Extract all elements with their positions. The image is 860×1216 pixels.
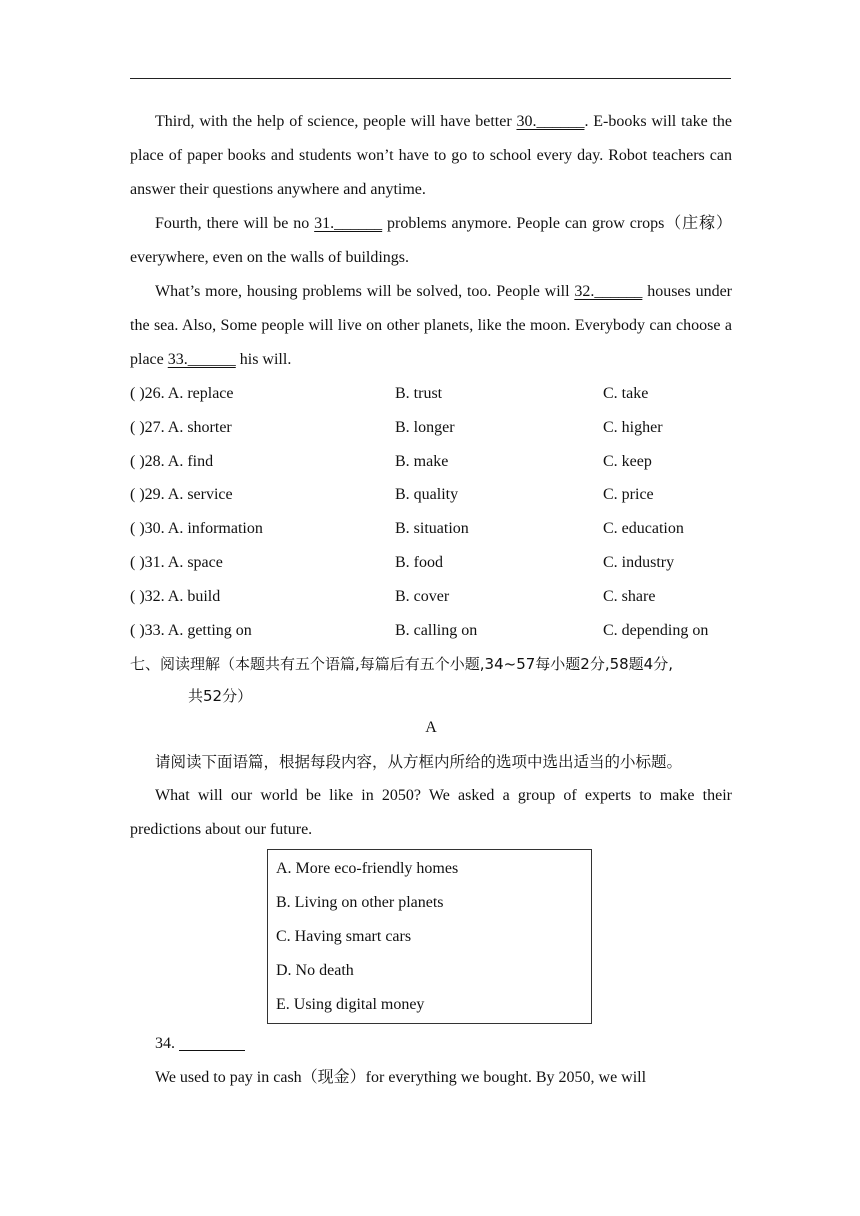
option-a: ( )29. A. service [130, 486, 233, 504]
option-row-32 [130, 580, 732, 614]
intro-paragraph: What will our world be like in 2050? We asked a group of experts to make their predictions about our future. [130, 787, 732, 839]
option-row-26 [130, 377, 732, 411]
box-item: E. Using digital money [276, 995, 425, 1013]
p1-text-after: . E-books will take the place of paper books and students won’t have to go to school every day. Robot teachers can answer their questions anywhere and anytime. [130, 113, 733, 198]
option-c: C. education [603, 520, 684, 538]
box-item: D. No death [276, 961, 354, 979]
header-rule [130, 78, 731, 79]
option-a: ( )30. A. information [130, 520, 263, 538]
section-title-cont: 共52分） [188, 687, 253, 706]
box-item: C. Having smart cars [276, 927, 412, 945]
question-34-label: 34. [155, 1035, 175, 1053]
option-b: B. cover [395, 587, 450, 605]
option-c: C. higher [603, 418, 663, 436]
option-a: ( )31. A. space [130, 553, 223, 571]
part-label: A [425, 719, 437, 737]
option-a: ( )27. A. shorter [130, 418, 232, 436]
paragraph-third [130, 105, 732, 207]
option-b: B. food [395, 553, 443, 571]
option-row-33 [130, 614, 732, 648]
section-title: 七、阅读理解（本题共有五个语篇,每篇后有五个小题,34~57每小题2分,58题4分, [130, 655, 673, 674]
option-b: B. quality [395, 486, 459, 504]
blank-30: 30.______ [516, 113, 585, 130]
paragraph-whats-more [130, 275, 732, 377]
p3-text-middle: houses under the sea. Also, Some people will live on other planets, like the moon. Everybody can choose a place [130, 283, 733, 368]
answer-blank-34[interactable] [179, 1030, 245, 1051]
option-b: B. calling on [395, 621, 478, 639]
option-row-27 [130, 411, 732, 445]
option-row-30 [130, 512, 732, 546]
option-a: ( )33. A. getting on [130, 621, 252, 639]
option-a: ( )26. A. replace [130, 385, 234, 402]
option-b: B. situation [395, 520, 469, 538]
p2-text-before: Fourth, there will be no [155, 215, 315, 232]
option-b: B. make [395, 452, 449, 470]
document-page [130, 105, 732, 1095]
p1-text-before: Third, with the help of science, people will have better [155, 113, 517, 130]
option-row-28 [130, 445, 732, 479]
option-c: C. keep [603, 452, 652, 470]
blank-33: 33.______ [167, 351, 236, 368]
paragraph-fourth [130, 207, 732, 275]
options-box [267, 849, 592, 1024]
option-b: B. trust [395, 385, 443, 402]
option-b: B. longer [395, 418, 455, 436]
box-item: B. Living on other planets [276, 894, 444, 912]
option-c: C. price [603, 486, 654, 504]
option-c: C. industry [603, 553, 675, 571]
last-paragraph: We used to pay in cash（现金）for everything we bought. By 2050, we will [155, 1069, 647, 1087]
option-a: ( )28. A. find [130, 452, 214, 470]
option-c: C. take [603, 385, 649, 402]
option-c: C. depending on [603, 621, 709, 639]
blank-31: 31.______ [314, 215, 383, 232]
box-item: A. More eco-friendly homes [276, 860, 459, 878]
p2-text-after: problems anymore. People can grow crops（庄稼）everywhere, even on the walls of buildings. [130, 215, 732, 266]
blank-32: 32.______ [574, 283, 643, 300]
p3-text-after: his will. [235, 351, 292, 368]
option-row-29 [130, 478, 732, 512]
instruction: 请阅读下面语篇，根据每段内容，从方框内所给的选项中选出适当的小标题。 [155, 753, 683, 772]
option-row-31 [130, 546, 732, 580]
option-a: ( )32. A. build [130, 587, 221, 605]
option-c: C. share [603, 587, 656, 605]
options-list [130, 377, 732, 647]
question-34 [155, 1027, 732, 1061]
p3-text-before: What’s more, housing problems will be solved, too. People will [155, 283, 575, 300]
